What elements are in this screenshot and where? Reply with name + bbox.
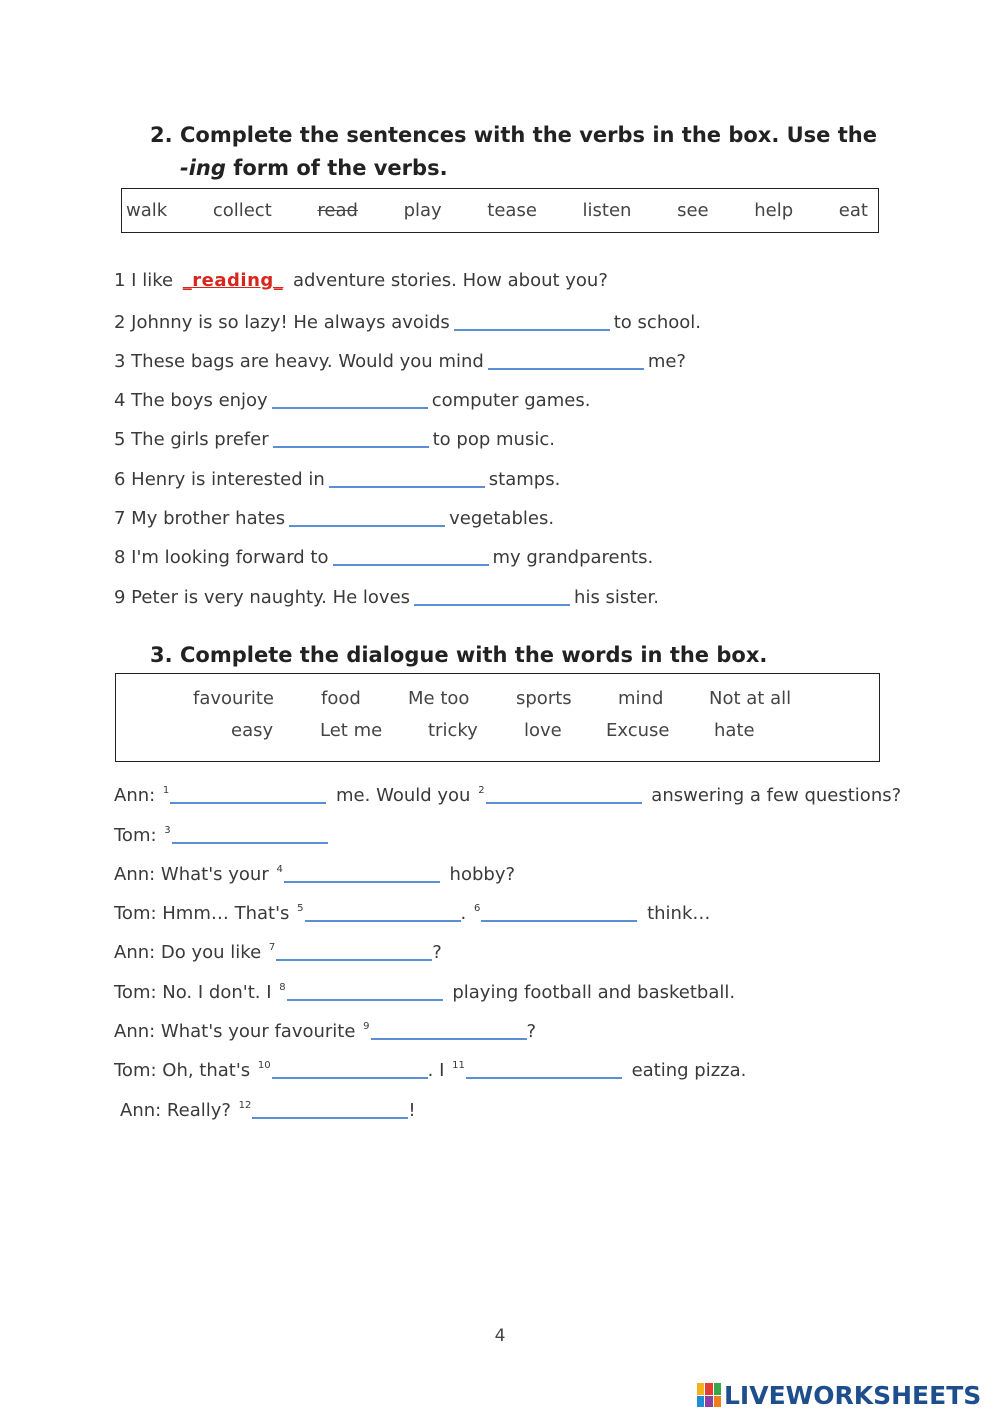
sentence-text: stamps. [488,469,561,490]
exercise-number: 3. [150,643,173,667]
sentence-8 [114,544,653,570]
answer-blank-2[interactable] [454,309,610,331]
sentence-text: 3 These bags are heavy. Would you mind [114,351,484,372]
dialogue-line-8 [114,1054,746,1083]
ing-emphasis: -ing [180,156,226,180]
dialogue-text: answering a few questions? [645,785,902,806]
word-bank-item: love [524,720,562,741]
sentence-text: vegetables. [449,508,555,529]
gap-number: 11 [452,1060,465,1071]
dialogue-text: Ann: What's your [114,864,275,885]
gap-number: 1 [162,785,170,796]
dialogue-blank-7[interactable] [276,939,432,961]
verb-word: listen [582,200,632,221]
gap-number: 7 [268,942,276,953]
word-bank-item: easy [231,720,274,741]
word-bank-item: Me too [408,688,470,709]
dialogue-text: . I [427,1060,451,1081]
dialogue-line-5 [114,936,442,965]
exercise-number: 2. [150,123,173,147]
sentence-text: computer games. [431,390,591,411]
sentence-text: 4 The boys enjoy [114,390,268,411]
sentence-text: 5 The girls prefer [114,429,269,450]
dialogue-text: Tom: No. I don't. I [114,982,278,1003]
word-bank-item: tricky [428,720,478,741]
sentence-1 [114,269,608,293]
sentence-6 [114,466,560,492]
dialogue-blank-2[interactable] [486,782,642,804]
dialogue-blank-10[interactable] [272,1057,428,1079]
dialogue-blank-6[interactable] [481,900,637,922]
sentence-text: my grandparents. [492,547,654,568]
answer-blank-5[interactable] [273,426,429,448]
answer-blank-9[interactable] [414,584,570,606]
dialogue-text: ! [408,1100,416,1121]
word-bank-item: sports [516,688,572,709]
word-bank-item: Let me [320,720,383,741]
gap-number: 3 [164,825,171,836]
answer-blank-7[interactable] [289,505,445,527]
dialogue-line-6 [114,976,735,1005]
gap-number: 2 [478,785,485,796]
example-answer: _reading_ [182,270,284,291]
dialogue-text: Ann: Do you like [114,942,267,963]
dialogue-text: . [460,903,472,924]
verb-word: eat [838,200,868,221]
verb-word: tease [487,200,537,221]
dialogue-text: Ann: Really? [120,1100,237,1121]
sentence-text: 7 My brother hates [114,508,286,529]
sentence-3 [114,348,686,374]
exercise-2-heading [150,119,877,185]
verb-word: help [754,200,794,221]
dialogue-text: think… [641,903,711,924]
word-box [115,673,880,762]
gap-number: 6 [473,903,481,914]
word-bank-item: favourite [193,688,274,709]
gap-number: 9 [363,1021,370,1032]
dialogue-text: playing football and basketball. [446,982,736,1003]
dialogue-text: hobby? [443,864,516,885]
exercise-title-rest: form of the verbs. [225,156,448,180]
dialogue-line-7 [114,1015,536,1044]
dialogue-text: Ann: What's your favourite [114,1021,362,1042]
sentence-text: to pop music. [432,429,555,450]
dialogue-text: Tom: Hmm… That's [114,903,296,924]
liveworksheets-logo[interactable] [697,1378,981,1412]
dialogue-text: eating pizza. [625,1060,747,1081]
sentence-5 [114,426,555,452]
sentence-text: adventure stories. How about you? [287,270,608,291]
answer-blank-3[interactable] [488,348,644,370]
sentence-text: 9 Peter is very naughty. He loves [114,587,411,608]
sentence-2 [114,309,701,335]
word-bank-item: Not at all [709,688,792,709]
verb-word: collect [212,200,272,221]
sentence-9 [114,584,659,610]
gap-number: 10 [257,1060,271,1071]
word-bank-item: mind [618,688,664,709]
sentence-7 [114,505,554,531]
page-number: 4 [494,1326,506,1346]
answer-blank-4[interactable] [272,387,428,409]
gap-number: 8 [279,982,286,993]
gap-number: 5 [297,903,304,914]
sentence-text: his sister. [574,587,659,608]
verb-word: see [677,200,709,221]
dialogue-text: ? [432,942,442,963]
answer-blank-8[interactable] [333,544,489,566]
verb-word: play [403,200,442,221]
sentence-text: to school. [613,312,701,333]
dialogue-line-1 [114,779,901,808]
exercise-title: Complete the sentences with the verbs in the box. Use the [180,123,877,147]
dialogue-blank-8[interactable] [287,979,443,1001]
sentence-text: me? [647,351,686,372]
dialogue-text: Ann: [114,785,161,806]
verb-box [121,188,879,233]
sentence-4 [114,387,590,413]
dialogue-blank-3[interactable] [172,822,328,844]
exercise-3-heading [150,639,767,672]
dialogue-blank-11[interactable] [466,1057,622,1079]
dialogue-blank-1[interactable] [170,782,326,804]
dialogue-text: Tom: [114,825,163,846]
dialogue-line-4 [114,897,710,926]
word-bank-item: hate [714,720,755,741]
dialogue-text: me. Would you [330,785,477,806]
dialogue-blank-5[interactable] [305,900,461,922]
dialogue-text: ? [526,1021,537,1042]
dialogue-line-9 [120,1094,416,1123]
exercise-title: Complete the dialogue with the words in the box. [180,643,768,667]
dialogue-blank-4[interactable] [284,861,440,883]
sentence-text: 2 Johnny is so lazy! He always avoids [114,312,450,333]
word-bank-item: food [321,688,361,709]
logo-icon [697,1383,721,1407]
dialogue-blank-12[interactable] [252,1097,408,1119]
brand-name: LIVEWORKSHEETS [724,1380,982,1410]
word-bank-item: Excuse [606,720,670,741]
dialogue-line-2 [114,819,332,848]
gap-number: 4 [276,864,283,875]
sentence-text: 8 I'm looking forward to [114,547,329,568]
sentence-text: 6 Henry is interested in [114,469,325,490]
dialogue-blank-9[interactable] [371,1018,527,1040]
verb-word-crossed: read [317,200,358,221]
dialogue-line-3 [114,858,515,887]
verb-word: walk [126,200,168,221]
dialogue-text: Tom: Oh, that's [114,1060,256,1081]
gap-number: 12 [238,1100,252,1111]
answer-blank-6[interactable] [329,466,485,488]
sentence-text: 1 I like [114,270,179,291]
